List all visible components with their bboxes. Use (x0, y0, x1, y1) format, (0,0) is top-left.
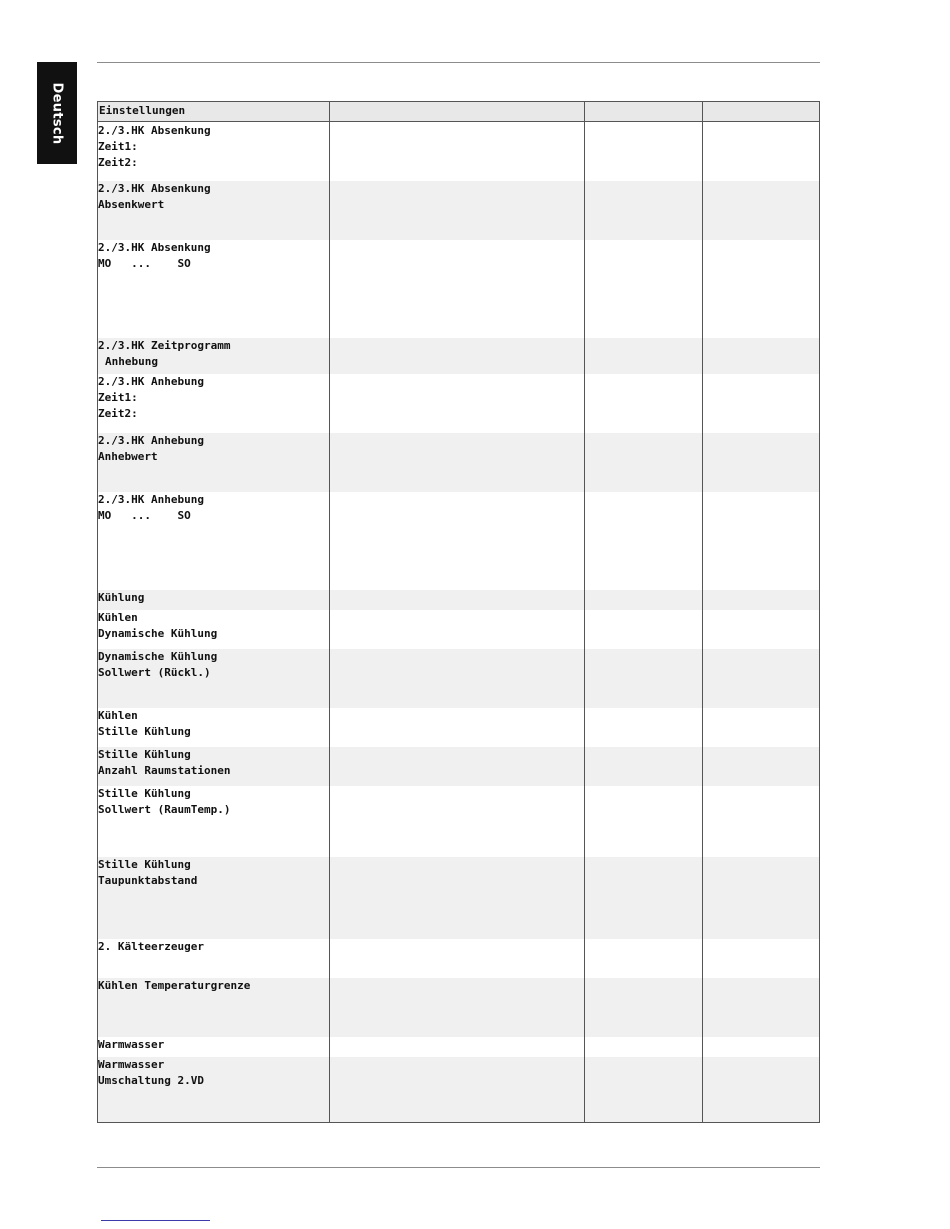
setting-cell (98, 433, 330, 492)
setting-line: Dynamische Kühlung (98, 649, 218, 663)
setting-line: Dynamische Kühlung (98, 626, 218, 640)
setting-line: Stille Kühlung (98, 724, 191, 738)
table-row (98, 857, 820, 939)
setting-cell (98, 374, 330, 433)
setting-cell (98, 122, 330, 181)
header-col-2 (330, 102, 585, 122)
setting-cell (98, 786, 330, 857)
setting-line: Warmwasser (98, 1057, 165, 1071)
table-row (98, 1037, 820, 1057)
section-cell (98, 1037, 330, 1057)
setting-line: Zeit2: (98, 406, 138, 420)
table-row (98, 610, 820, 649)
table-row (98, 786, 820, 857)
setting-cell (98, 610, 330, 649)
setting-line: 2./3.HK Anhebung (98, 492, 204, 506)
setting-cell (98, 978, 330, 1037)
setting-line: Absenkwert (98, 197, 165, 211)
setting-cell (98, 1057, 330, 1123)
table-row (98, 122, 820, 181)
setting-line: Kühlen (98, 610, 138, 624)
bottom-divider (97, 1167, 820, 1168)
table-row (98, 433, 820, 492)
setting-line: Zeit1: (98, 140, 138, 153)
top-divider (97, 62, 820, 63)
setting-cell (98, 240, 330, 338)
setting-line: MO ... SO (98, 256, 191, 270)
setting-line: 2. Kälteerzeuger (98, 939, 204, 953)
setting-line: 2./3.HK Absenkung (98, 240, 211, 254)
setting-line: 2./3.HK Anhebung (98, 374, 204, 388)
setting-line: Taupunktabstand (98, 873, 198, 887)
table-row (98, 708, 820, 747)
setting-cell (98, 649, 330, 708)
setting-line: Kühlen (98, 708, 138, 722)
language-tab (37, 62, 77, 164)
table-header-row (98, 102, 820, 122)
setting-line: Sollwert (RaumTemp.) (98, 802, 231, 816)
setting-line: Anzahl Raumstationen (98, 763, 231, 777)
section-title: Kühlung (98, 590, 145, 604)
setting-line: Stille Kühlung (98, 857, 191, 871)
setting-cell (98, 181, 330, 240)
setting-line: 2./3.HK Zeitprogramm (98, 338, 231, 352)
setting-line: Stille Kühlung (98, 786, 191, 800)
setting-line: Anhebwert (98, 449, 158, 463)
table-row (98, 649, 820, 708)
setting-line: 2./3.HK Absenkung (98, 124, 211, 137)
setting-cell (98, 939, 330, 978)
setting-cell (98, 708, 330, 747)
setting-line: 2./3.HK Anhebung (98, 433, 204, 447)
section-title: Warmwasser (98, 1037, 165, 1051)
header-settings: Einstellungen (98, 102, 330, 122)
table-row (98, 978, 820, 1037)
table-row (98, 338, 820, 374)
setting-line: Kühlen Temperaturgrenze (98, 978, 251, 992)
setting-line: Zeit2: (98, 156, 138, 169)
table-row (98, 590, 820, 610)
table-row (98, 240, 820, 338)
setting-line: MO ... SO (98, 508, 191, 522)
header-col-3 (585, 102, 703, 122)
setting-line: Sollwert (Rückl.) (98, 665, 211, 679)
setting-line: 2./3.HK Absenkung (98, 181, 211, 195)
table-row (98, 374, 820, 433)
setting-cell (98, 857, 330, 939)
table-row (98, 939, 820, 978)
setting-line: Umschaltung 2.VD (98, 1073, 204, 1087)
table-row (98, 181, 820, 240)
table-row (98, 747, 820, 786)
setting-cell (98, 492, 330, 590)
setting-cell (98, 747, 330, 786)
setting-line: Anhebung (105, 354, 158, 368)
section-cell (98, 590, 330, 610)
setting-line: Zeit1: (98, 390, 138, 404)
table-row (98, 1057, 820, 1123)
language-tab-label: Deutsch (49, 82, 65, 144)
setting-cell (98, 338, 330, 374)
table-row (98, 492, 820, 590)
header-col-4 (703, 102, 820, 122)
settings-table (97, 101, 820, 1123)
setting-line: Stille Kühlung (98, 747, 191, 761)
footer-link-underline[interactable] (101, 1220, 210, 1221)
